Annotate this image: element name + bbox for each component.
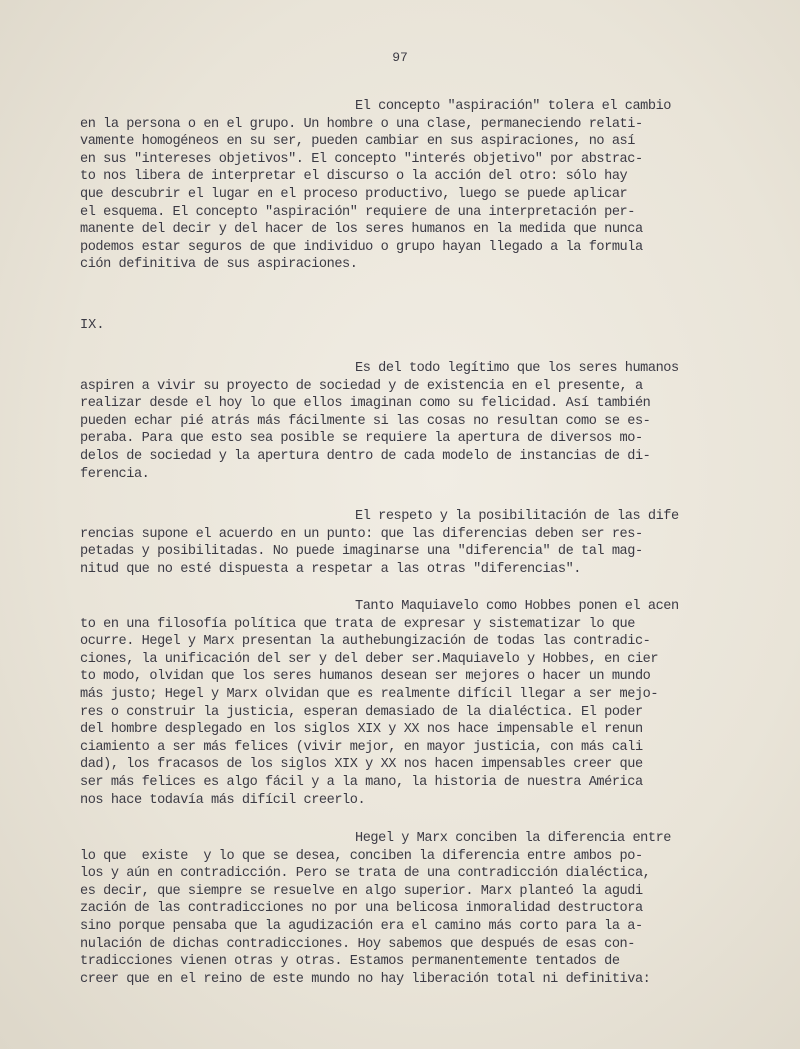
paragraph-line: nulación de dichas contradicciones. Hoy sabemos que después de esas con- (80, 936, 635, 952)
paragraph-line: el esquema. El concepto "aspiración" requiere de una interpretación per- (80, 204, 635, 220)
paragraph-line: petadas y posibilitadas. No puede imaginarse una "diferencia" de tal mag- (80, 544, 643, 560)
paragraph-line: nos hace todavía más difícil creerlo. (80, 792, 366, 808)
paragraph-line: es decir, que siempre se resuelve en algo superior. Marx planteó la agudi (80, 883, 643, 899)
paragraph-line: ciamiento a ser más felices (vivir mejor, en mayor justicia, con más cali (80, 739, 643, 755)
paragraph-line: to modo, olvidan que los seres humanos desean ser mejores o hacer un mundo (80, 669, 651, 685)
paragraph-line: delos de sociedad y la apertura dentro de cada modelo de instancias de di- (80, 448, 651, 464)
paragraph-2 (80, 360, 740, 483)
page-number: 97 (392, 50, 408, 65)
paragraph-line: en sus "intereses objetivos". El concepto "interés objetivo" por abstrac- (80, 151, 643, 167)
paragraph-line: podemos estar seguros de que individuo o grupo hayan llegado a la formula (80, 239, 643, 255)
paragraph-line: to en una filosofía política que trata de expresar y sistematizar lo que (80, 616, 635, 632)
paragraph-line: en la persona o en el grupo. Un hombre o una clase, permaneciendo relati- (80, 116, 643, 132)
paragraph-line: to nos libera de interpretar el discurso o la acción del otro: sólo hay (80, 169, 628, 185)
paragraph-line: Tanto Maquiavelo como Hobbes ponen el acen (355, 599, 679, 614)
paragraph-line: ocurre. Hegel y Marx presentan la authebungización de todas las contradic- (80, 634, 651, 650)
paragraph-line: aspiren a vivir su proyecto de sociedad y de existencia en el presente, a (80, 378, 643, 394)
paragraph-line: ción definitiva de sus aspiraciones. (80, 257, 358, 273)
paragraph-line: lo que existe y lo que se desea, conciben la diferencia entre ambos po- (80, 848, 643, 864)
paragraph-line: res o construir la justicia, esperan demasiado de la dialéctica. El poder (80, 704, 643, 720)
paragraph-line: tradicciones vienen otras y otras. Estamos permanentemente tentados de (80, 954, 620, 970)
paragraph-1 (80, 98, 740, 274)
paragraph-line: peraba. Para que esto sea posible se requiere la apertura de diversos mo- (80, 431, 643, 447)
paragraph-line: El respeto y la posibilitación de las dife (355, 509, 679, 524)
paragraph-line: pueden echar pié atrás más fácilmente si las cosas no resultan como se es- (80, 413, 651, 429)
paragraph-line: El concepto "aspiración" tolera el cambio (355, 99, 672, 114)
paragraph-line: ciones, la unificación del ser y del deber ser.Maquiavelo y Hobbes, en cier (80, 651, 659, 667)
paragraph-line: más justo; Hegel y Marx olvidan que es realmente difícil llegar a ser mejo- (80, 686, 659, 702)
section-heading: IX. (80, 318, 105, 333)
paragraph-line: zación de las contradicciones no por una belicosa inmoralidad destructora (80, 901, 643, 917)
paragraph-5 (80, 830, 740, 988)
paragraph-line: creer que en el reino de este mundo no hay liberación total ni definitiva: (80, 971, 651, 987)
paragraph-line: manente del decir y del hacer de los seres humanos en la medida que nunca (80, 222, 643, 238)
paragraph-line: Es del todo legítimo que los seres humanos (355, 361, 679, 376)
paragraph-line: que descubrir el lugar en el proceso productivo, luego se puede aplicar (80, 186, 628, 202)
paragraph-line: dad), los fracasos de los siglos XIX y XX nos hacen impensables creer que (80, 757, 643, 773)
paragraph-line: Hegel y Marx conciben la diferencia entre (355, 831, 672, 846)
paragraph-line: sino porque pensaba que la agudización era el camino más corto para la a- (80, 918, 643, 934)
paragraph-line: ferencia. (80, 466, 150, 482)
paragraph-line: los y aún en contradicción. Pero se trata de una contradicción dialéctica, (80, 866, 651, 882)
paragraph-3 (80, 508, 740, 578)
paragraph-line: realizar desde el hoy lo que ellos imaginan como su felicidad. Así también (80, 396, 651, 412)
paragraph-line: vamente homogéneos en su ser, pueden cambiar en sus aspiraciones, no así (80, 134, 635, 150)
paragraph-line: del hombre desplegado en los siglos XIX y XX nos hace impensable el renun (80, 722, 643, 738)
paragraph-line: rencias supone el acuerdo en un punto: que las diferencias deben ser res- (80, 526, 643, 542)
paragraph-line: ser más felices es algo fácil y a la mano, la historia de nuestra América (80, 774, 643, 790)
paragraph-4 (80, 598, 740, 809)
paragraph-line: nitud que no esté dispuesta a respetar a las otras "diferencias". (80, 561, 581, 577)
